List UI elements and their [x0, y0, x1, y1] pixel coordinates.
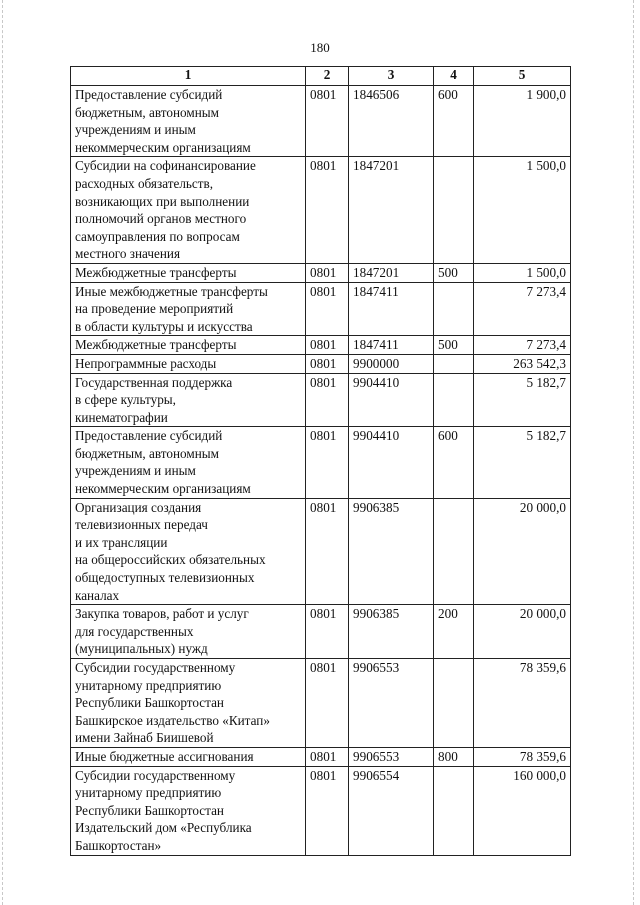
- row-target-cell: 9904410: [349, 373, 434, 427]
- row-section-cell: 0801: [306, 157, 349, 264]
- row-section-cell: 0801: [306, 427, 349, 498]
- row-name-cell: Межбюджетные трансферты: [71, 263, 306, 282]
- table-header-row: [71, 67, 571, 86]
- row-section-cell: 0801: [306, 373, 349, 427]
- row-type-cell: 600: [434, 427, 474, 498]
- row-amount-cell: 263 542,3: [474, 354, 571, 373]
- table-row: [71, 157, 571, 264]
- row-amount-cell: 5 182,7: [474, 427, 571, 498]
- table-row: [71, 354, 571, 373]
- row-amount-cell: 78 359,6: [474, 747, 571, 766]
- row-amount-cell: 7 273,4: [474, 336, 571, 355]
- row-amount-cell: 20 000,0: [474, 498, 571, 605]
- row-name-cell: Предоставление субсидий бюджетным, автономным учреждениям и иным некоммерческим организациям: [71, 427, 306, 498]
- table-row: [71, 373, 571, 427]
- row-name-cell: Предоставление субсидий бюджетным, автономным учреждениям и иным некоммерческим организациям: [71, 86, 306, 157]
- row-target-cell: 9904410: [349, 427, 434, 498]
- row-type-cell: [434, 659, 474, 748]
- table-body: [71, 86, 571, 856]
- row-type-cell: [434, 373, 474, 427]
- header-col-1: 1: [71, 67, 306, 86]
- row-amount-cell: 7 273,4: [474, 282, 571, 336]
- row-type-cell: [434, 766, 474, 855]
- row-target-cell: 1847201: [349, 263, 434, 282]
- row-section-cell: 0801: [306, 659, 349, 748]
- table-row: [71, 263, 571, 282]
- row-target-cell: 1847411: [349, 282, 434, 336]
- table-row: [71, 427, 571, 498]
- row-name-cell: Субсидии государственному унитарному предприятию Республики Башкортостан Башкирское издательство «Китап» имени Зайнаб Биишевой: [71, 659, 306, 748]
- row-name-cell: Субсидии государственному унитарному предприятию Республики Башкортостан Издательский дом «Республика Башкортостан»: [71, 766, 306, 855]
- row-section-cell: 0801: [306, 747, 349, 766]
- row-type-cell: [434, 157, 474, 264]
- row-amount-cell: 78 359,6: [474, 659, 571, 748]
- row-name-cell: Организация создания телевизионных передач и их трансляции на общероссийских обязательных общедоступных телевизионных каналах: [71, 498, 306, 605]
- row-section-cell: 0801: [306, 86, 349, 157]
- row-type-cell: 600: [434, 86, 474, 157]
- table-row: [71, 659, 571, 748]
- row-amount-cell: 1 900,0: [474, 86, 571, 157]
- row-type-cell: [434, 498, 474, 605]
- table-row: [71, 747, 571, 766]
- header-col-2: 2: [306, 67, 349, 86]
- row-target-cell: 9906385: [349, 498, 434, 605]
- header-col-5: 5: [474, 67, 571, 86]
- row-type-cell: 500: [434, 263, 474, 282]
- row-name-cell: Государственная поддержка в сфере культуры, кинематографии: [71, 373, 306, 427]
- table-row: [71, 498, 571, 605]
- row-target-cell: 1847411: [349, 336, 434, 355]
- table-row: [71, 605, 571, 659]
- row-target-cell: 9906553: [349, 747, 434, 766]
- row-target-cell: 9906553: [349, 659, 434, 748]
- row-name-cell: Межбюджетные трансферты: [71, 336, 306, 355]
- row-amount-cell: 160 000,0: [474, 766, 571, 855]
- row-section-cell: 0801: [306, 766, 349, 855]
- row-name-cell: Иные бюджетные ассигнования: [71, 747, 306, 766]
- row-target-cell: 9906554: [349, 766, 434, 855]
- row-name-cell: Субсидии на софинансирование расходных обязательств, возникающих при выполнении полномочий органов местного самоуправления по вопросам местного значения: [71, 157, 306, 264]
- row-amount-cell: 1 500,0: [474, 157, 571, 264]
- row-name-cell: Закупка товаров, работ и услуг для государственных (муниципальных) нужд: [71, 605, 306, 659]
- row-target-cell: 1847201: [349, 157, 434, 264]
- row-type-cell: [434, 282, 474, 336]
- row-section-cell: 0801: [306, 263, 349, 282]
- page-number: 180: [310, 40, 330, 55]
- row-type-cell: 800: [434, 747, 474, 766]
- row-target-cell: 9906385: [349, 605, 434, 659]
- table-row: [71, 336, 571, 355]
- row-name-cell: Иные межбюджетные трансферты на проведение мероприятий в области культуры и искусства: [71, 282, 306, 336]
- scan-edge-right: [633, 0, 636, 905]
- row-section-cell: 0801: [306, 336, 349, 355]
- budget-table: [70, 66, 571, 856]
- row-amount-cell: 20 000,0: [474, 605, 571, 659]
- row-amount-cell: 1 500,0: [474, 263, 571, 282]
- row-section-cell: 0801: [306, 282, 349, 336]
- table-row: [71, 282, 571, 336]
- row-type-cell: 200: [434, 605, 474, 659]
- row-section-cell: 0801: [306, 605, 349, 659]
- row-target-cell: 9900000: [349, 354, 434, 373]
- row-type-cell: [434, 354, 474, 373]
- row-section-cell: 0801: [306, 498, 349, 605]
- header-col-3: 3: [349, 67, 434, 86]
- header-col-4: 4: [434, 67, 474, 86]
- row-section-cell: 0801: [306, 354, 349, 373]
- row-target-cell: 1846506: [349, 86, 434, 157]
- table-row: [71, 86, 571, 157]
- scan-edge-left: [2, 0, 5, 905]
- row-name-cell: Непрограммные расходы: [71, 354, 306, 373]
- row-amount-cell: 5 182,7: [474, 373, 571, 427]
- table-row: [71, 766, 571, 855]
- row-type-cell: 500: [434, 336, 474, 355]
